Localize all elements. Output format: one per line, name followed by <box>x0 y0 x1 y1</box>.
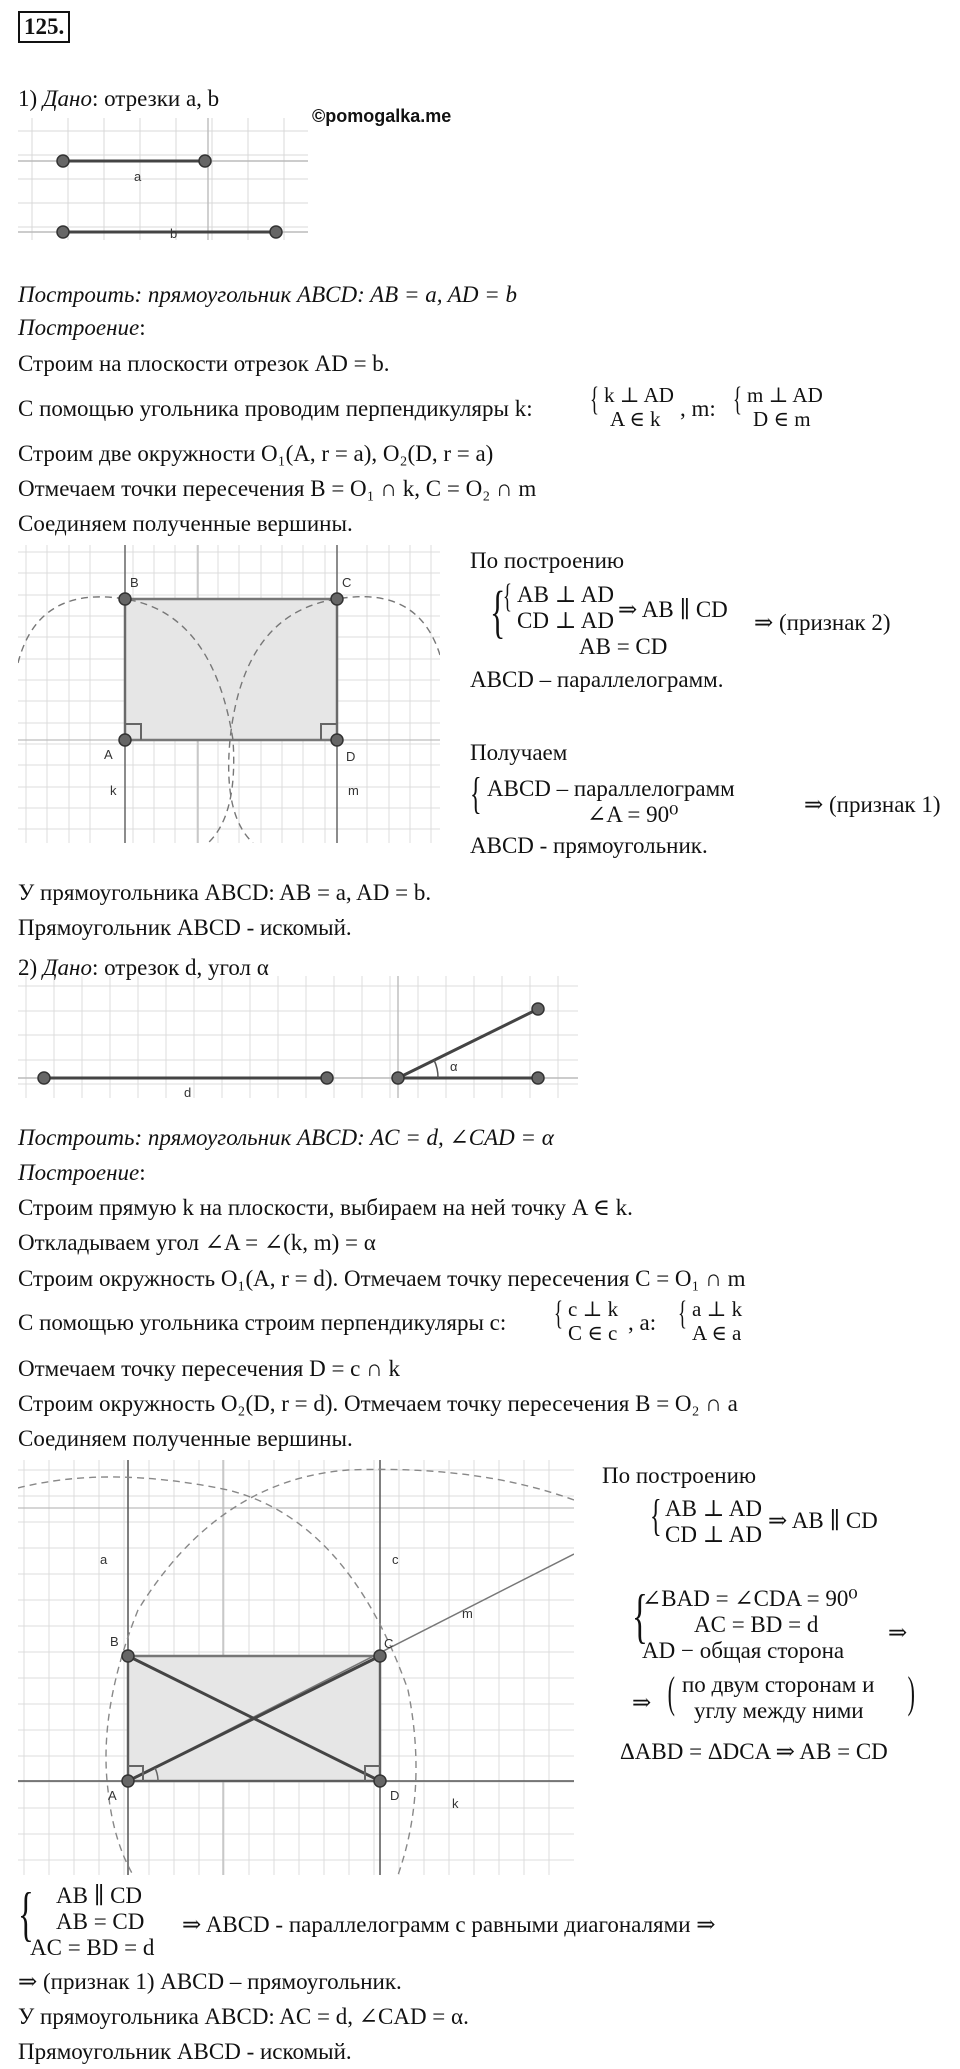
part2-paren-arrow: ⇒ <box>632 1690 652 1715</box>
segment-d-label: d <box>184 1085 192 1098</box>
part1-reason-mid: ⇒ AB ∥ CD <box>618 597 728 622</box>
brace: { <box>554 1295 563 1332</box>
brace: { <box>632 1583 648 1649</box>
part1-step2-m: , m: <box>680 396 716 421</box>
part1-conclusion2: Прямоугольник ABCD - искомый. <box>18 915 352 940</box>
point-c-label: C <box>342 575 352 590</box>
part2-step6: Строим окружность O₂(D, r = d). Отмечаем точку пересечения B = O₂ ∩ a <box>18 1391 738 1416</box>
part1-segments-figure <box>18 118 308 240</box>
brace: { <box>590 381 599 418</box>
problem-number: 125. <box>18 11 70 43</box>
part1-reason-result: ABCD – параллелограмм. <box>470 667 724 692</box>
part2-reason-title: По построению <box>602 1463 757 1488</box>
part1-get-title: Получаем <box>470 740 568 765</box>
paren-right: ) <box>907 1668 915 1717</box>
part1-get-result: ABCD - прямоугольник. <box>470 833 708 858</box>
part2-congruence: ΔABD = ΔDCA ⇒ AB = CD <box>620 1739 888 1764</box>
point-a-label: A <box>104 747 113 762</box>
part2-final-right: ⇒ ABCD - параллелограмм с равными диагоналями ⇒ <box>182 1912 716 1937</box>
angle-ray-2 <box>398 1009 538 1078</box>
part2-rectangle-figure <box>18 1460 574 1875</box>
part2-step7: Соединяем полученные вершины. <box>18 1426 353 1451</box>
brace: { <box>733 381 742 418</box>
part1-step2-k-system: k ⊥ AD A ∈ k <box>604 383 674 431</box>
point-d-label: D <box>390 1788 400 1803</box>
paren-left: ( <box>667 1668 675 1717</box>
part2-step2: Откладываем угол ∠A = ∠(k, m) = α <box>18 1230 376 1255</box>
segment-a-label: a <box>134 169 142 184</box>
part2-conclusion1: У прямоугольника ABCD: AC = d, ∠CAD = α. <box>18 2004 469 2029</box>
part2-step4-a-system: a ⊥ k A ∈ a <box>692 1297 743 1345</box>
part1-construction-heading: Построение: <box>18 315 146 340</box>
line-a-label: a <box>100 1552 108 1567</box>
segment-b-label: b <box>170 226 178 240</box>
part1-step3: Строим две окружности O₁(A, r = a), O₂(D, r = a) <box>18 441 494 466</box>
line-k-label: k <box>110 783 117 798</box>
part1-step2: С помощью угольника проводим перпендикуляры k: <box>18 396 533 421</box>
part1-get-system: ABCD – параллелограмм ∠A = 90⁰ <box>487 776 735 827</box>
brace: { <box>678 1295 687 1332</box>
part2-final-system: AB ∥ CD AB = CD AC = BD = d <box>30 1883 155 1960</box>
part1-given: 1) Дано: отрезки a, b <box>18 86 220 111</box>
part2-step4: С помощью угольника строим перпендикуляры c: <box>18 1310 507 1335</box>
part2-reason-mid: ⇒ AB ∥ CD <box>768 1508 878 1533</box>
angle-label: α <box>450 1059 458 1074</box>
part2-given: 2) Дано: отрезок d, угол α <box>18 955 269 980</box>
line-c-label: c <box>392 1552 399 1567</box>
line-m-label: m <box>348 783 359 798</box>
part2-eq-system: ∠BAD = ∠CDA = 90⁰ AC = BD = d AD − общая сторона <box>642 1586 858 1663</box>
line-k-label: k <box>452 1796 459 1811</box>
part2-paren-text: по двум сторонам и углу между ними <box>682 1672 875 1723</box>
point-b-label: B <box>130 575 139 590</box>
part1-reason-title: По построению <box>470 548 625 573</box>
brace: { <box>490 579 506 644</box>
part2-step1: Строим прямую k на плоскости, выбираем на ней точку A ∈ k. <box>18 1195 633 1220</box>
angle-arc <box>434 1060 438 1078</box>
line-m-label: m <box>462 1606 473 1621</box>
brace: { <box>18 1881 34 1947</box>
brace: { <box>470 769 482 818</box>
part1-get-right: ⇒ (признак 1) <box>804 792 941 817</box>
watermark: ©pomogalka.me <box>312 106 452 126</box>
part1-step5: Соединяем полученные вершины. <box>18 511 353 536</box>
part1-step1: Строим на плоскости отрезок AD = b. <box>18 351 390 376</box>
part2-conclusion2: Прямоугольник ABCD - искомый. <box>18 2039 352 2064</box>
part2-step3: Строим окружность O₁(A, r = d). Отмечаем точку пересечения C = O₁ ∩ m <box>18 1266 746 1291</box>
part1-reason-system: AB ⊥ AD CD ⊥ AD AB = CD <box>517 582 668 659</box>
point-b-label: B <box>110 1634 119 1649</box>
part1-build: Построить: прямоугольник ABCD: AB = a, AD = b <box>18 282 517 307</box>
point-c-label: C <box>384 1636 394 1651</box>
part2-eq-arrow: ⇒ <box>888 1620 908 1645</box>
rectangle-abcd <box>125 599 337 740</box>
part2-reason-system: AB ⊥ AD CD ⊥ AD <box>665 1496 763 1547</box>
part2-construction-heading: Построение: <box>18 1160 146 1185</box>
part2-step4-c-system: c ⊥ k C ∈ c <box>568 1297 619 1345</box>
part1-conclusion1: У прямоугольника ABCD: AB = a, AD = b. <box>18 880 432 905</box>
point-a-label: A <box>108 1788 117 1803</box>
part2-build: Построить: прямоугольник ABCD: AC = d, ∠CAD = α <box>18 1125 554 1150</box>
part1-step2-m-system: m ⊥ AD D ∈ m <box>747 383 823 431</box>
part1-step4: Отмечаем точки пересечения B = O₁ ∩ k, C = O₂ ∩ m <box>18 476 537 501</box>
part2-final-result: ⇒ (признак 1) ABCD – прямоугольник. <box>18 1969 402 1994</box>
part2-step4-a: , a: <box>628 1310 657 1335</box>
part2-given-figure <box>18 976 578 1098</box>
brace: { <box>503 578 512 615</box>
part2-step5: Отмечаем точку пересечения D = c ∩ k <box>18 1356 401 1381</box>
part1-rectangle-figure <box>18 545 440 843</box>
part1-reason-right: ⇒ (признак 2) <box>754 610 891 635</box>
brace: { <box>650 1491 662 1540</box>
point-d-label: D <box>346 749 356 764</box>
